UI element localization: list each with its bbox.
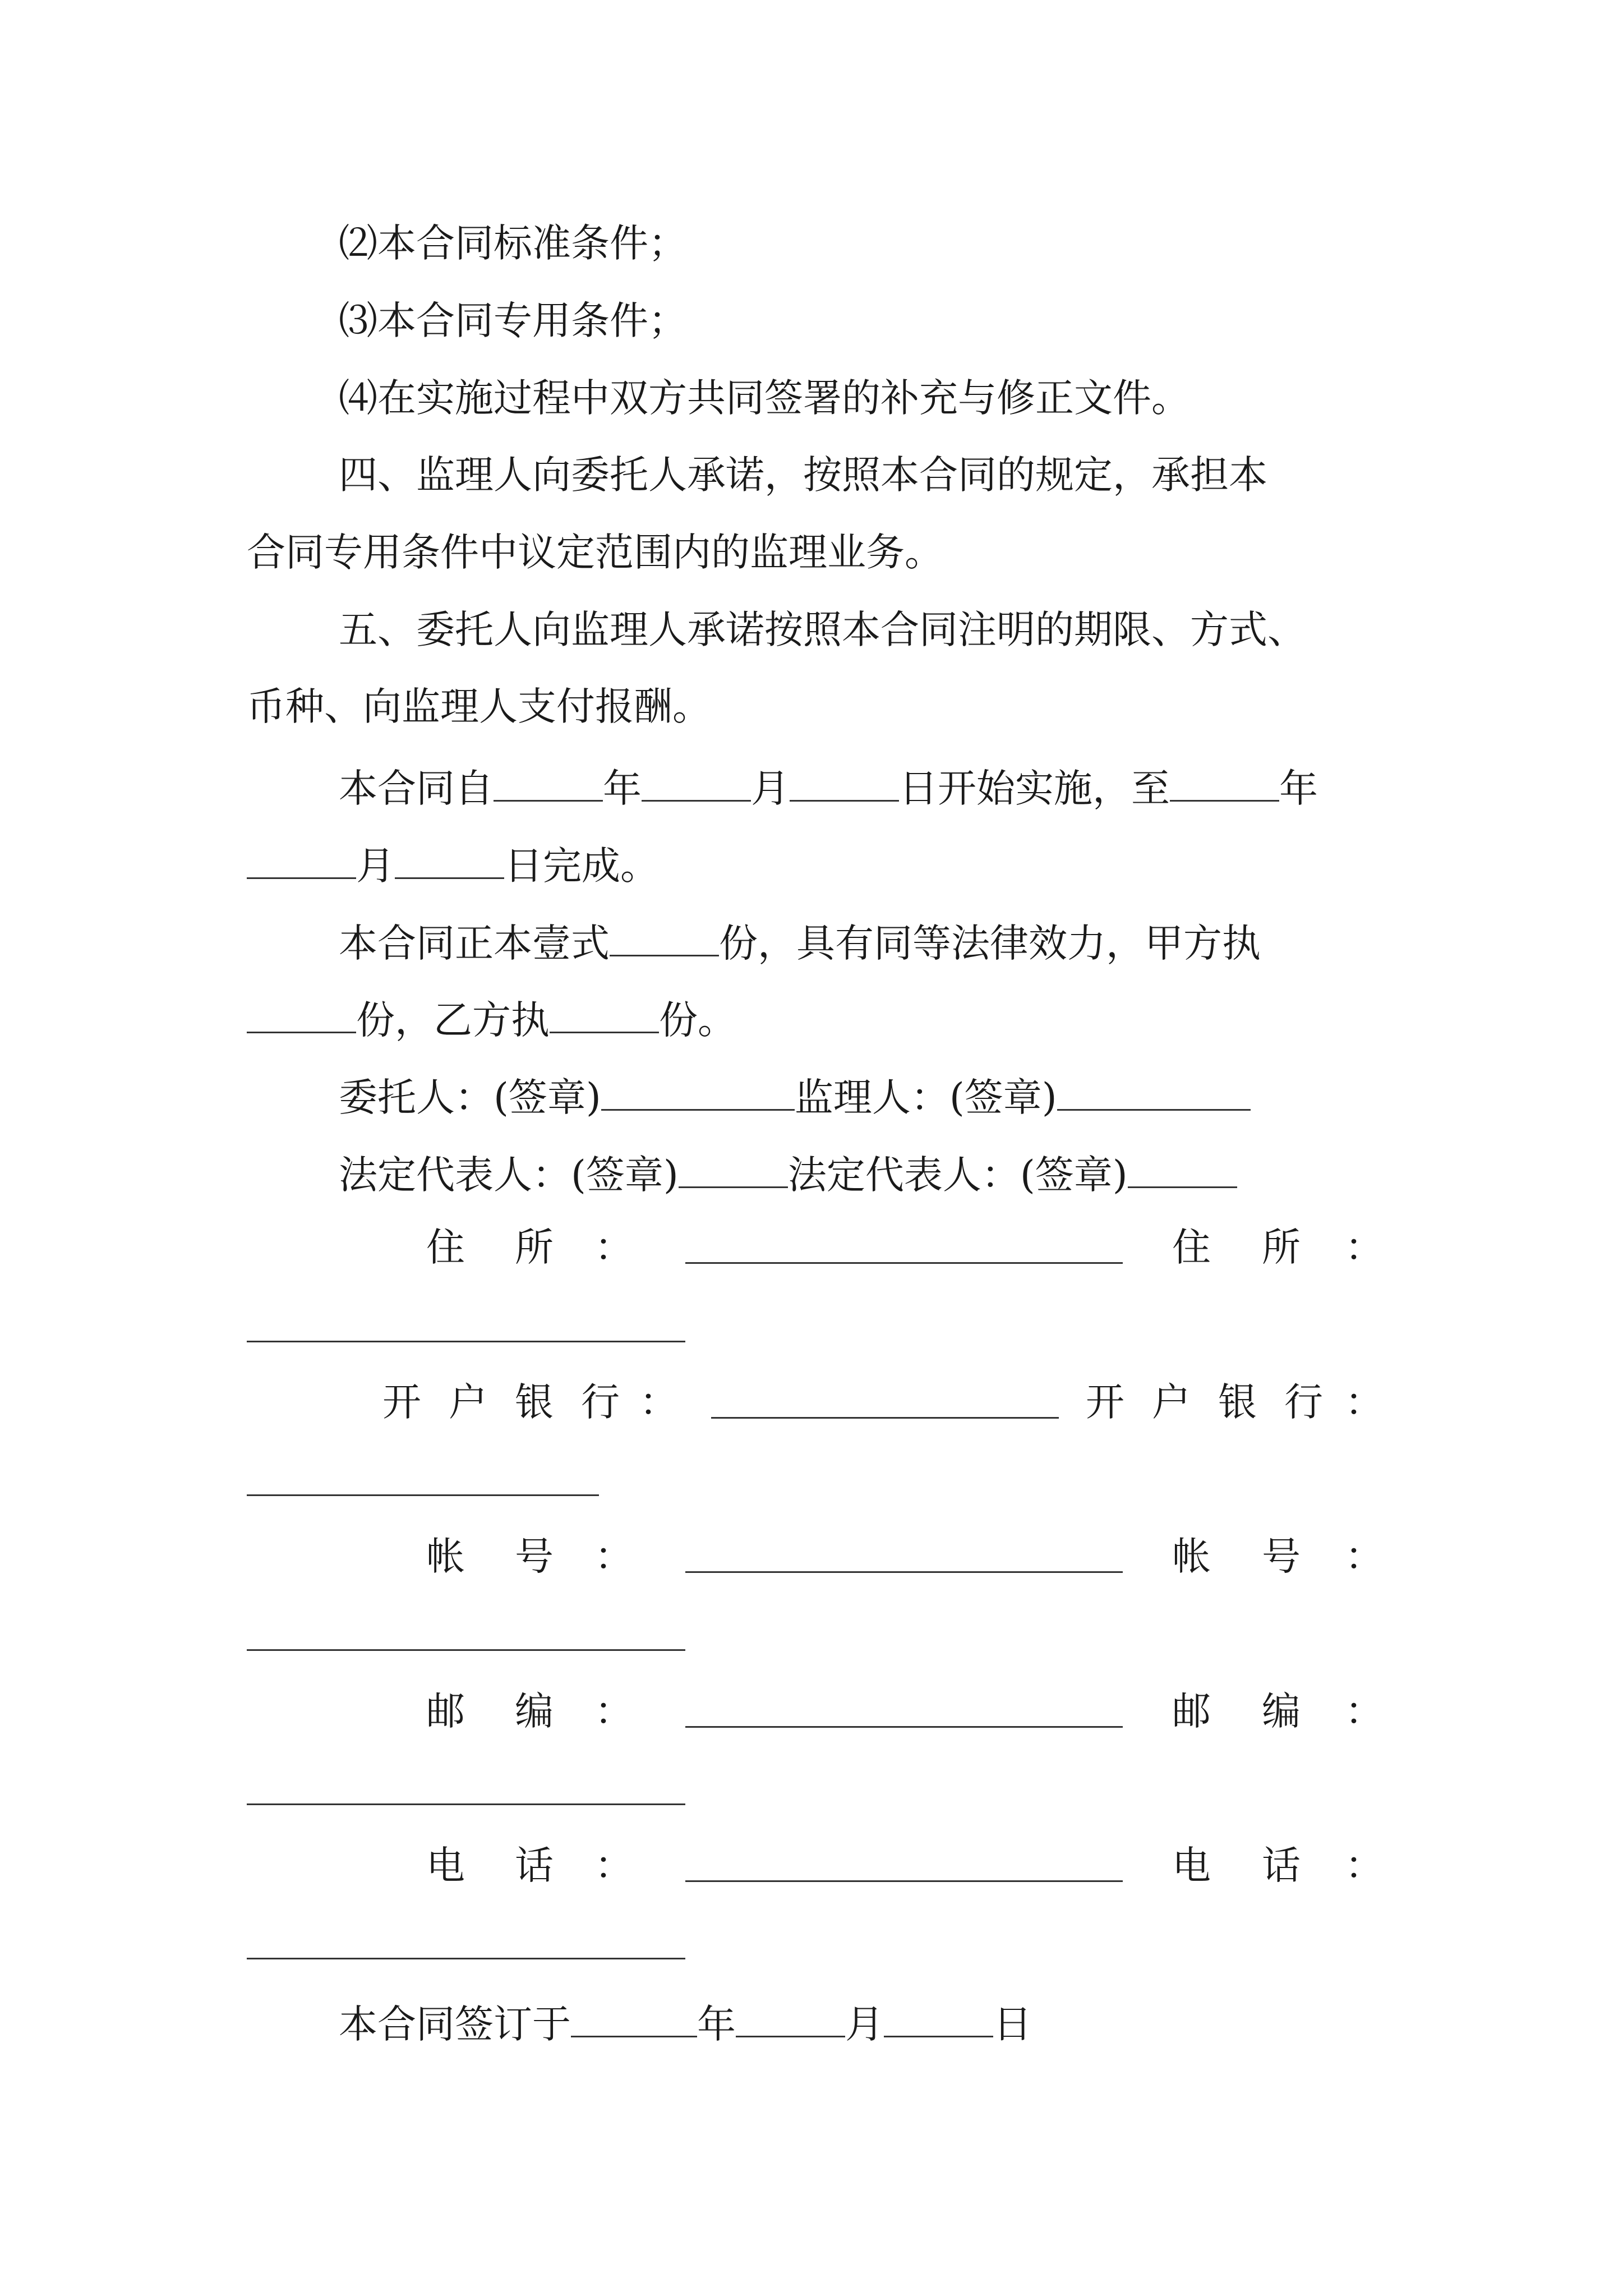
clause-2: ⑵本合同标准条件； — [339, 221, 687, 266]
phone-label-char-2-right: 话 — [1262, 1843, 1301, 1888]
start-year-blank[interactable] — [494, 765, 603, 802]
address-label-char-1-right: 住 — [1172, 1225, 1211, 1270]
supervisor-postcode-blank[interactable] — [247, 1803, 685, 1805]
period-month2-label: 月 — [356, 844, 395, 889]
signed-prefix: 本合同签订于 — [339, 2002, 571, 2047]
client-account-blank[interactable] — [685, 1571, 1123, 1573]
account-label-colon: ： — [594, 1534, 633, 1579]
clause-4: ⑷在实施过程中双方共同签署的补充与修正文件。 — [339, 376, 1190, 421]
period-line-2 — [247, 843, 659, 889]
address-label-char-1: 住 — [426, 1225, 465, 1270]
supervisor-bank-blank[interactable] — [247, 1494, 599, 1496]
total-copies-blank[interactable] — [610, 920, 719, 956]
account-label-char-1-right: 帐 — [1172, 1534, 1211, 1579]
account-label-char-2: 号 — [515, 1534, 554, 1579]
client-address-blank[interactable] — [685, 1262, 1123, 1264]
address-label-char-2-right: 所 — [1262, 1225, 1301, 1270]
article-5-line-1: 五、委托人向监理人承诺按照本合同注明的期限、方式、 — [339, 608, 1306, 652]
signed-date-line — [339, 2001, 1032, 2047]
postcode-label-char-2: 编 — [515, 1689, 554, 1734]
client-signature-label: 委托人：(签章) — [339, 1075, 601, 1120]
copies-line-2 — [247, 997, 736, 1043]
copies-mid: 份，具有同等法律效力，甲方执 — [719, 921, 1261, 966]
client-bank-blank[interactable] — [711, 1417, 1059, 1419]
clause-3: ⑶本合同专用条件； — [339, 298, 687, 343]
phone-label-char-1-right: 电 — [1172, 1843, 1211, 1888]
client-rep-blank[interactable] — [679, 1152, 788, 1188]
client-phone-blank[interactable] — [685, 1880, 1123, 1882]
signed-month-blank[interactable] — [736, 2001, 845, 2037]
bank-label-colon-right: ： — [1345, 1380, 1384, 1425]
party-b-copies-blank[interactable] — [550, 997, 659, 1033]
signed-day-blank[interactable] — [884, 2001, 993, 2037]
period-line-1 — [339, 765, 1318, 811]
copies-line-1 — [339, 920, 1261, 966]
copies-party-b: 份，乙方执 — [356, 998, 550, 1043]
article-4-line-1: 四、监理人向委托人承诺，按照本合同的规定，承担本 — [339, 453, 1267, 498]
signed-year-blank[interactable] — [571, 2001, 697, 2037]
signed-day-label: 日 — [993, 2002, 1032, 2047]
bank-label-char-3-right: 银 — [1218, 1380, 1257, 1425]
start-month-blank[interactable] — [642, 765, 751, 802]
signed-month-label: 月 — [845, 2002, 884, 2047]
end-year-blank[interactable] — [1170, 765, 1279, 802]
period-year-label: 年 — [603, 766, 642, 811]
party-a-copies-blank[interactable] — [247, 997, 356, 1033]
copies-prefix: 本合同正本壹式 — [339, 921, 610, 966]
bank-label-char-1-right: 开 — [1086, 1380, 1124, 1425]
copies-end: 份。 — [659, 998, 736, 1043]
period-day-end-label: 日完成。 — [504, 844, 659, 889]
supervisor-signature-blank[interactable] — [1057, 1074, 1251, 1111]
signed-year-label: 年 — [697, 2002, 736, 2047]
address-label-colon: ： — [594, 1225, 633, 1270]
supervisor-signature-label: 监理人：(签章) — [794, 1075, 1057, 1120]
bank-label-char-2-right: 户 — [1152, 1380, 1191, 1425]
address-label-char-2: 所 — [515, 1225, 554, 1270]
bank-label-char-1: 开 — [382, 1380, 421, 1425]
bank-label-char-4: 行 — [581, 1380, 620, 1425]
bank-label-char-2: 户 — [449, 1380, 487, 1425]
address-label-colon-right: ： — [1345, 1225, 1384, 1270]
start-day-blank[interactable] — [790, 765, 899, 802]
bank-label-char-4-right: 行 — [1284, 1380, 1323, 1425]
phone-label-colon: ： — [594, 1843, 633, 1888]
signature-line-2 — [339, 1152, 1237, 1198]
postcode-label-char-1-right: 邮 — [1172, 1689, 1211, 1734]
supervisor-phone-blank[interactable] — [247, 1958, 685, 1959]
end-day-blank[interactable] — [395, 843, 504, 879]
period-year2-label: 年 — [1279, 766, 1318, 811]
account-label-char-1: 帐 — [426, 1534, 465, 1579]
client-signature-blank[interactable] — [601, 1074, 795, 1111]
phone-label-char-1: 电 — [426, 1843, 465, 1888]
phone-label-char-2: 话 — [515, 1843, 554, 1888]
phone-label-colon-right: ： — [1345, 1843, 1384, 1888]
supervisor-account-blank[interactable] — [247, 1649, 685, 1651]
postcode-label-char-2-right: 编 — [1262, 1689, 1301, 1734]
period-prefix: 本合同自 — [339, 766, 494, 811]
signature-line-1 — [339, 1074, 1251, 1120]
postcode-label-char-1: 邮 — [426, 1689, 465, 1734]
end-month-blank[interactable] — [247, 843, 356, 879]
postcode-label-colon-right: ： — [1345, 1689, 1384, 1734]
account-label-char-2-right: 号 — [1262, 1534, 1301, 1579]
client-rep-label: 法定代表人：(签章) — [339, 1153, 679, 1198]
account-label-colon-right: ： — [1345, 1534, 1384, 1579]
article-4-line-2: 合同专用条件中议定范围内的监理业务。 — [247, 530, 943, 575]
supervisor-rep-blank[interactable] — [1128, 1152, 1237, 1188]
client-postcode-blank[interactable] — [685, 1726, 1123, 1728]
period-month-label: 月 — [751, 766, 790, 811]
article-5-line-2: 币种、向监理人支付报酬。 — [247, 684, 711, 729]
period-day-start-label: 日开始实施，至 — [899, 766, 1170, 811]
postcode-label-colon: ： — [594, 1689, 633, 1734]
supervisor-address-blank[interactable] — [247, 1341, 685, 1342]
bank-label-char-3: 银 — [515, 1380, 554, 1425]
supervisor-rep-label: 法定代表人：(签章) — [787, 1153, 1128, 1198]
bank-label-colon: ： — [639, 1380, 678, 1425]
